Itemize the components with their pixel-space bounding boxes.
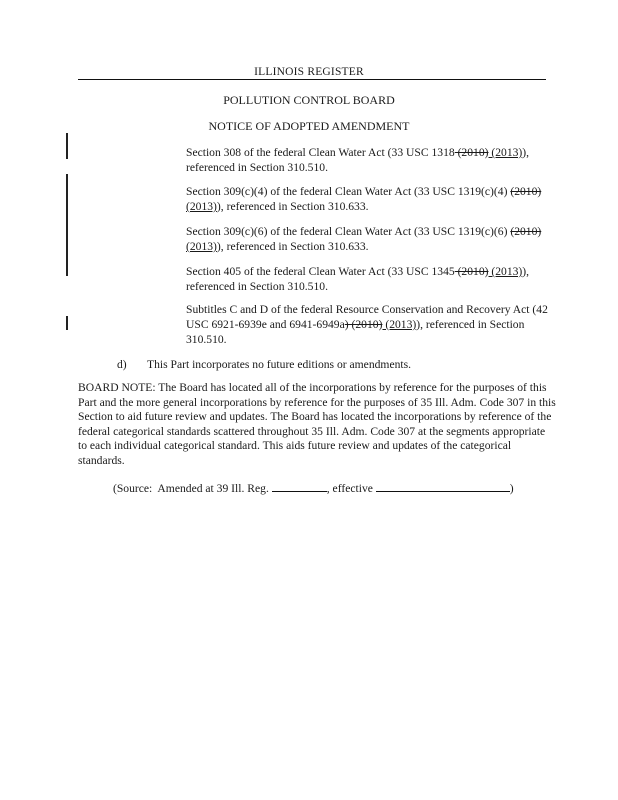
board-note: BOARD NOTE: The Board has located all of the incorporations by reference for the purposes of this Part and the more general incorporations by reference for the purposes of 35 Ill. Adm. Code 307 in this Section to aid future review and updates. The Board has located the incorporations by reference of the federal categorical standards scattered throughout 35 Ill. Adm. Code 307 at the segments appropriate to each individual categorical standard. This aids future review and updates of the categorical standards. <box>78 381 556 467</box>
incorporation-item: Section 405 of the federal Clean Water Act (33 USC 1345 (2010) (2013)), referenced in Section 310.510. <box>186 265 530 293</box>
paragraph-text: This Part incorporates no future editions or amendments. <box>147 358 412 371</box>
revision-bar <box>66 133 68 159</box>
header-rule <box>78 79 546 80</box>
added-text: (2013) <box>488 146 523 159</box>
effective-date-blank <box>376 481 510 492</box>
struck-text: (2010) <box>510 185 542 198</box>
struck-text: (2010) <box>510 225 542 238</box>
source-note: (Source: Amended at 39 Ill. Reg. , effective ) <box>113 482 514 495</box>
revision-bar <box>66 174 68 276</box>
added-text: (2013) <box>186 240 217 253</box>
incorporation-item: Section 309(c)(6) of the federal Clean Water Act (33 USC 1319(c)(6) (2010) (2013)), referenced in Section 310.633. <box>186 225 542 253</box>
incorporation-item: Section 308 of the federal Clean Water Act (33 USC 1318 (2010) (2013)), referenced in Section 310.510. <box>186 146 530 174</box>
revision-bar <box>66 316 68 330</box>
struck-text: (2010) <box>454 265 489 278</box>
struck-text: (2010) <box>454 146 489 159</box>
paragraph-label: d) <box>117 358 127 371</box>
added-text: (2013) <box>382 318 417 331</box>
register-volume-blank <box>272 481 327 492</box>
incorporation-item: Subtitles C and D of the federal Resource Conservation and Recovery Act (42 USC 6921-6939e and 6941-6949a) (2010) (2013)), referenced in Section 310.510. <box>186 303 548 346</box>
added-text: (2013) <box>488 265 523 278</box>
struck-text: ) (2010) <box>344 318 383 331</box>
board-title: POLLUTION CONTROL BOARD <box>223 93 395 107</box>
paragraph-d <box>117 358 411 371</box>
notice-title: NOTICE OF ADOPTED AMENDMENT <box>208 119 410 133</box>
added-text: (2013) <box>186 200 217 213</box>
incorporation-item: Section 309(c)(4) of the federal Clean Water Act (33 USC 1319(c)(4) (2010) (2013)), referenced in Section 310.633. <box>186 185 542 213</box>
register-header: ILLINOIS REGISTER <box>254 66 364 78</box>
